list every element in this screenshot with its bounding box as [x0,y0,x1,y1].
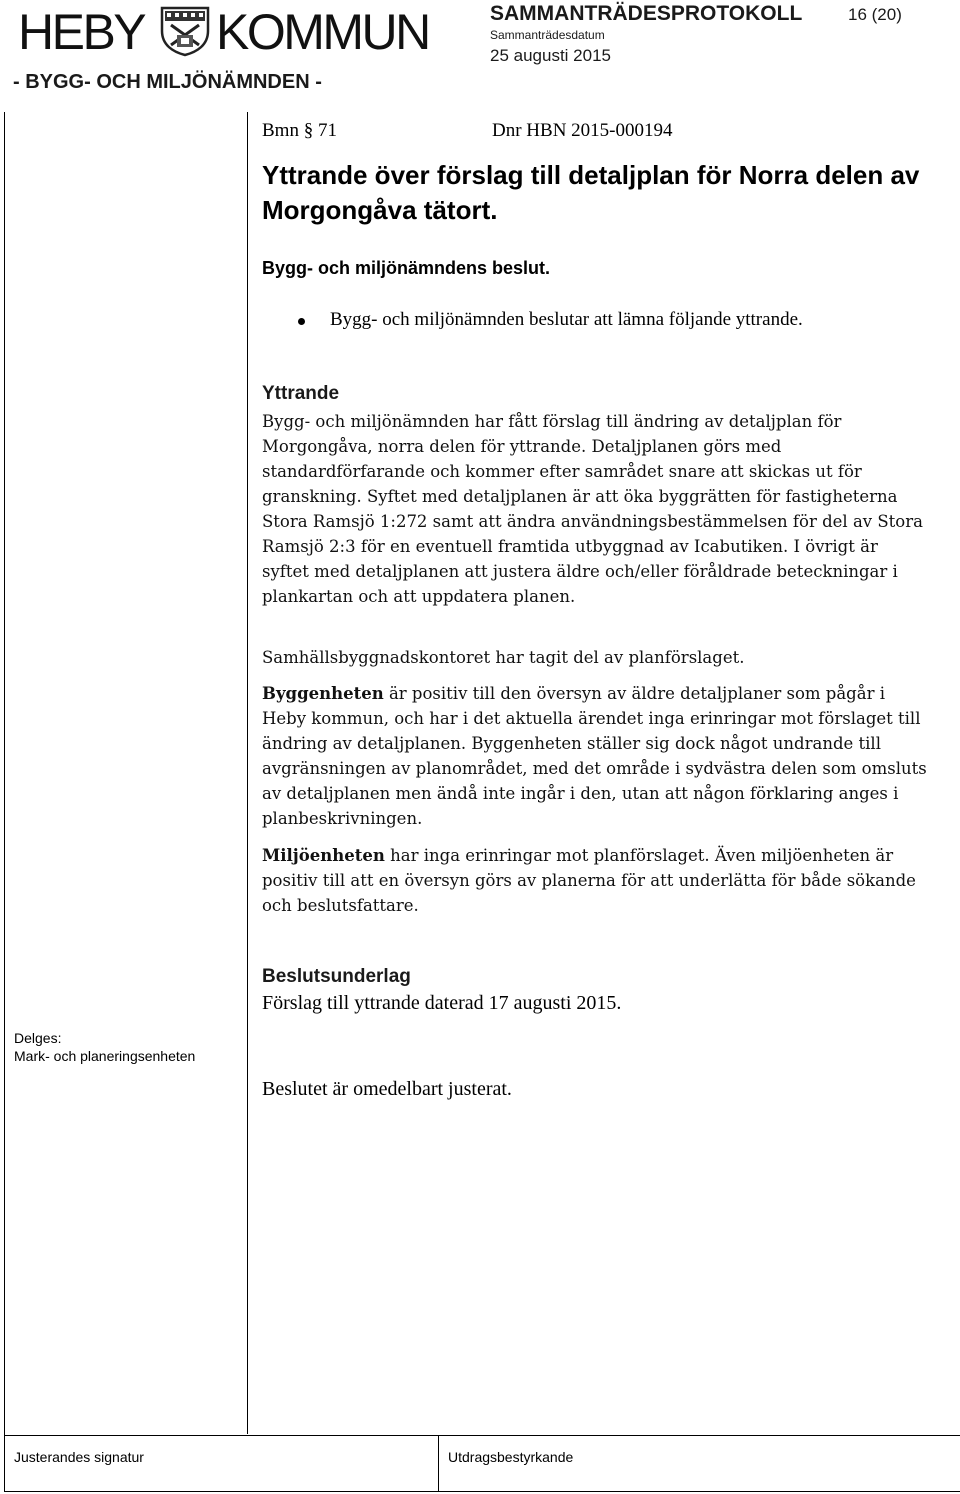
footer-divider [438,1436,439,1492]
decision-heading: Bygg- och miljönämndens beslut. [262,258,551,278]
meeting-date: 25 augusti 2015 [490,46,611,65]
building-unit-label: Byggenheten [262,684,384,703]
certification-label: Utdragsbestyrkande [448,1449,574,1465]
statement-heading: Yttrande [262,383,340,404]
environment-unit-text: har inga erinringar mot planförslaget. Även miljöenheten är positiv till att en översyn görs av planerna för att underlätta för både sökande och beslutsfattare. [262,846,916,915]
protocol-title: SAMMANTRÄDESPROTOKOLL [490,2,803,25]
statement-paragraph-3 [262,681,928,831]
case-title: Yttrande över förslag till detaljplan för Norra delen av Morgongåva tätort. [262,160,920,225]
frame-left-border [4,112,5,1492]
statement-paragraph-4 [262,843,928,918]
column-divider [247,112,248,1434]
building-unit-text: är positiv till den översyn av äldre detaljplaner som pågår i Heby kommun, och har i det aktuella ärendet inga erinringar mot förslaget till ändring av detaljplanen. Byggenheten ställer sig dock något undrande till avgränsningen av planområdet, med det område i sydvästra delen som omsluts av detaljplanen men ändå inte ingår i den, utan att någon förklaring anges i planbeskrivningen. [262,684,927,828]
statement-paragraph-2: Samhällsbyggnadskontoret har tagit del av planförslaget. [262,648,745,667]
meeting-date-label: Sammanträdesdatum [490,28,605,42]
basis-heading: Beslutsunderlag [262,966,411,987]
decision-bullet: Bygg- och miljönämnden beslutar att lämna följande yttrande. [330,309,803,330]
basis-text: Förslag till yttrande daterad 17 augusti 2015. [262,992,622,1014]
bullet-icon [298,318,305,325]
distribution-recipient: Mark- och planeringsenheten [14,1048,196,1064]
environment-unit-label: Miljöenheten [262,846,385,865]
footer-top-border [4,1435,960,1436]
page-number: 16 (20) [848,5,902,24]
logo-text-left: HEBY [18,4,145,60]
signature-label: Justerandes signatur [14,1449,144,1465]
distribution-label: Delges: [14,1030,62,1046]
department-name: - BYGG- OCH MILJÖNÄMNDEN - [13,71,322,93]
footer-bottom-border [4,1491,960,1492]
statement-paragraph-1: Bygg- och miljönämnden har fått förslag till ändring av detaljplan för Morgongåva, norra delen för yttrande. Detaljplanen görs med standardförfarande och kommer efter samrådet snare att skickas ut för granskning. Syftet med detaljplanen är att öka byggrätten för fastigheterna Stora Ramsjö 1:272 samt att ändra användningsbestämmelsen för del av Stora Ramsjö 2:3 för en eventuell framtida utbyggnad av Icabutiken. I övrigt är syftet med detaljplanen att justera äldre och/eller föråldrade beteckningar i plankartan och att uppdatera planen. [262,412,923,606]
logo-text-right: KOMMUN [216,4,429,60]
adjustment-note: Beslutet är omedelbart justerat. [262,1078,512,1100]
case-registration-number: Dnr HBN 2015-000194 [492,120,673,141]
case-paragraph-number: Bmn § 71 [262,120,337,141]
municipality-logo [18,2,429,64]
municipal-crest-icon [159,5,211,57]
